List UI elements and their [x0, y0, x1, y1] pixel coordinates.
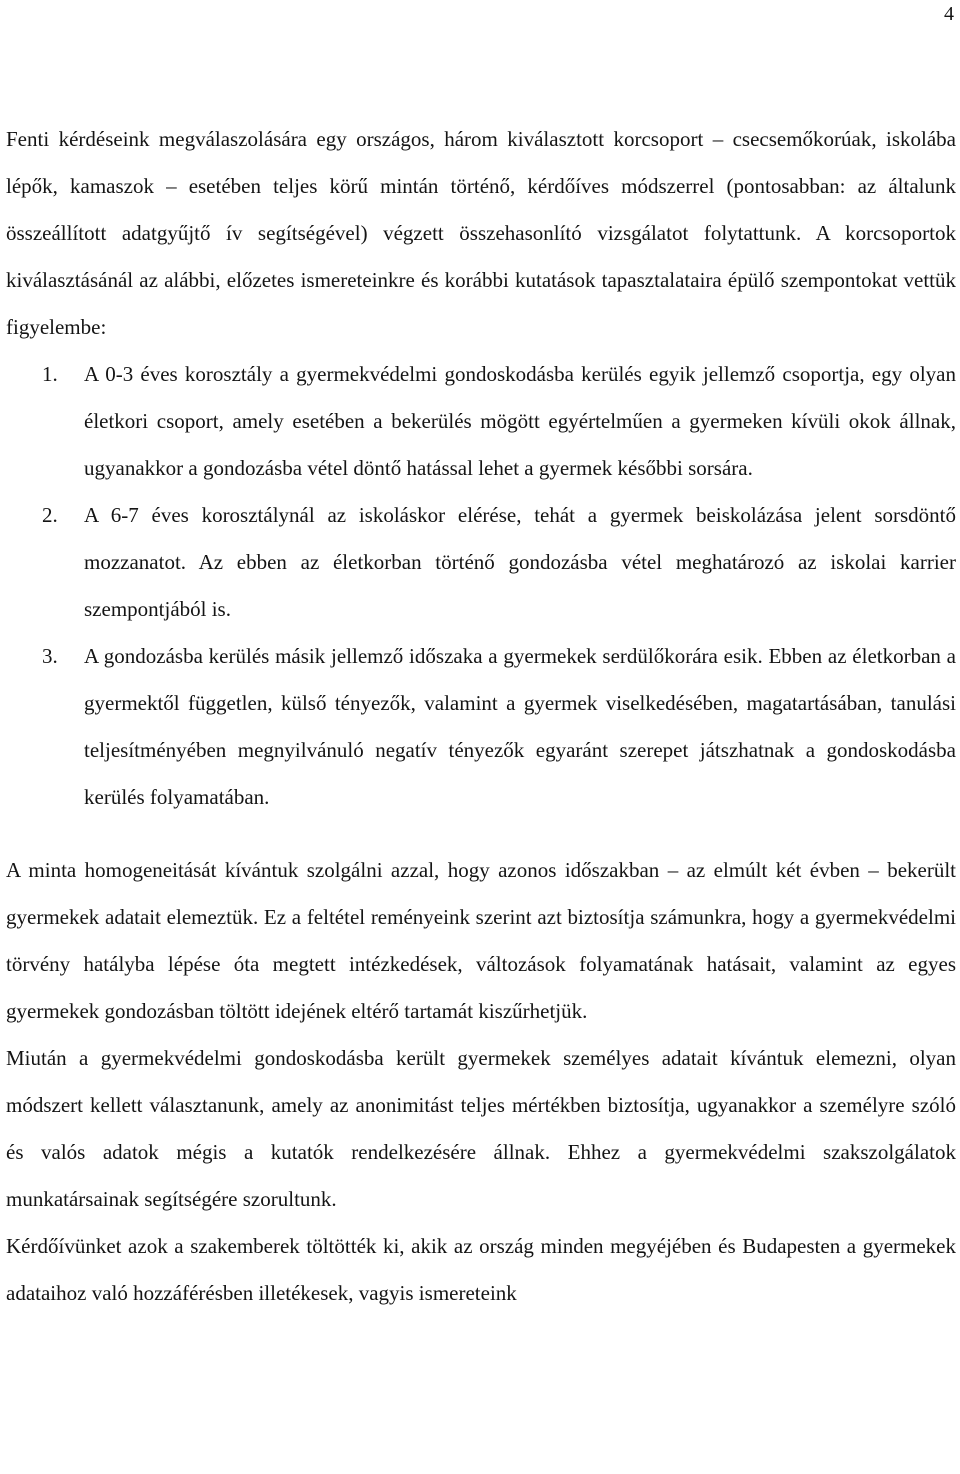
list-item-text: A gondozásba kerülés másik jellemző időszaka a gyermekek serdülőkorára esik. Ebben az életkorban a gyermektől független, külső tényezők, valamint a gyermek viselkedésében, magatartásában, tanulási teljesítményében megnyilvánuló negatív tényezők egyaránt szerepet játszhatnak a gondoskodásba kerülés folyamatában.	[84, 644, 956, 809]
list-item-text: A 6-7 éves korosztálynál az iskoláskor elérése, tehát a gyermek beiskolázása jelent sorsdöntő mozzanatot. Az ebben az életkorban történő gondozásba vétel meghatározó az iskolai karrier szempontjából is.	[84, 503, 956, 621]
paragraph-intro: Fenti kérdéseink megválaszolására egy országos, három kiválasztott korcsoport – csecsemőkorúak, iskolába lépők, kamaszok – esetében teljes körű mintán történő, kérdőíves módszerrel (pontosabban: az általunk összeállított adatgyűjtő ív segítségével) végzett összehasonlító vizsgálatot folytattunk. A korcsoportok kiválasztásánál az alábbi, előzetes ismereteinkre és korábbi kutatások tapasztalataira épülő szempontokat vettük figyelembe:	[6, 127, 956, 339]
document-body	[6, 116, 956, 1317]
list-item-number: 3.	[42, 644, 58, 668]
paragraph-spacer	[6, 821, 956, 847]
list-item	[6, 351, 956, 492]
list-item	[6, 492, 956, 633]
paragraph-sample: A minta homogeneitását kívántuk szolgálni azzal, hogy azonos időszakban – az elmúlt két évben – bekerült gyermekek adatait elemeztük. Ez a feltétel reményeink szerint azt biztosítja számunkra, hogy a gyermekvédelmi törvény hatályba lépése óta megtett intézkedések, változások folyamatának hatásait, valamint az egyes gyermekek gondozásban töltött idejének eltérő tartamát kiszűrhetjük.	[6, 858, 956, 1023]
criteria-list	[6, 351, 956, 821]
page-number: 4	[944, 3, 954, 25]
list-item	[6, 633, 956, 821]
paragraph-questionnaire: Kérdőívünket azok a szakemberek töltötték ki, akik az ország minden megyéjében és Budapesten a gyermekek adataihoz való hozzáférésben illetékesek, vagyis ismereteink	[6, 1234, 956, 1305]
list-item-number: 2.	[42, 503, 58, 527]
list-item-text: A 0-3 éves korosztály a gyermekvédelmi gondoskodásba kerülés egyik jellemző csoportja, egy olyan életkori csoport, amely esetében a bekerülés mögött egyértelműen a gyermeken kívüli okok állnak, ugyanakkor a gondozásba vétel döntő hatással lehet a gyermek későbbi sorsára.	[84, 362, 956, 480]
list-item-number: 1.	[42, 362, 58, 386]
paragraph-method: Miután a gyermekvédelmi gondoskodásba került gyermekek személyes adatait kívántuk elemezni, olyan módszert kellett választanunk, amely az anonimitást teljes mértékben biztosítja, ugyanakkor a személyre szóló és valós adatok mégis a kutatók rendelkezésére állnak. Ehhez a gyermekvédelmi szakszolgálatok munkatársainak segítségére szorultunk.	[6, 1046, 956, 1211]
